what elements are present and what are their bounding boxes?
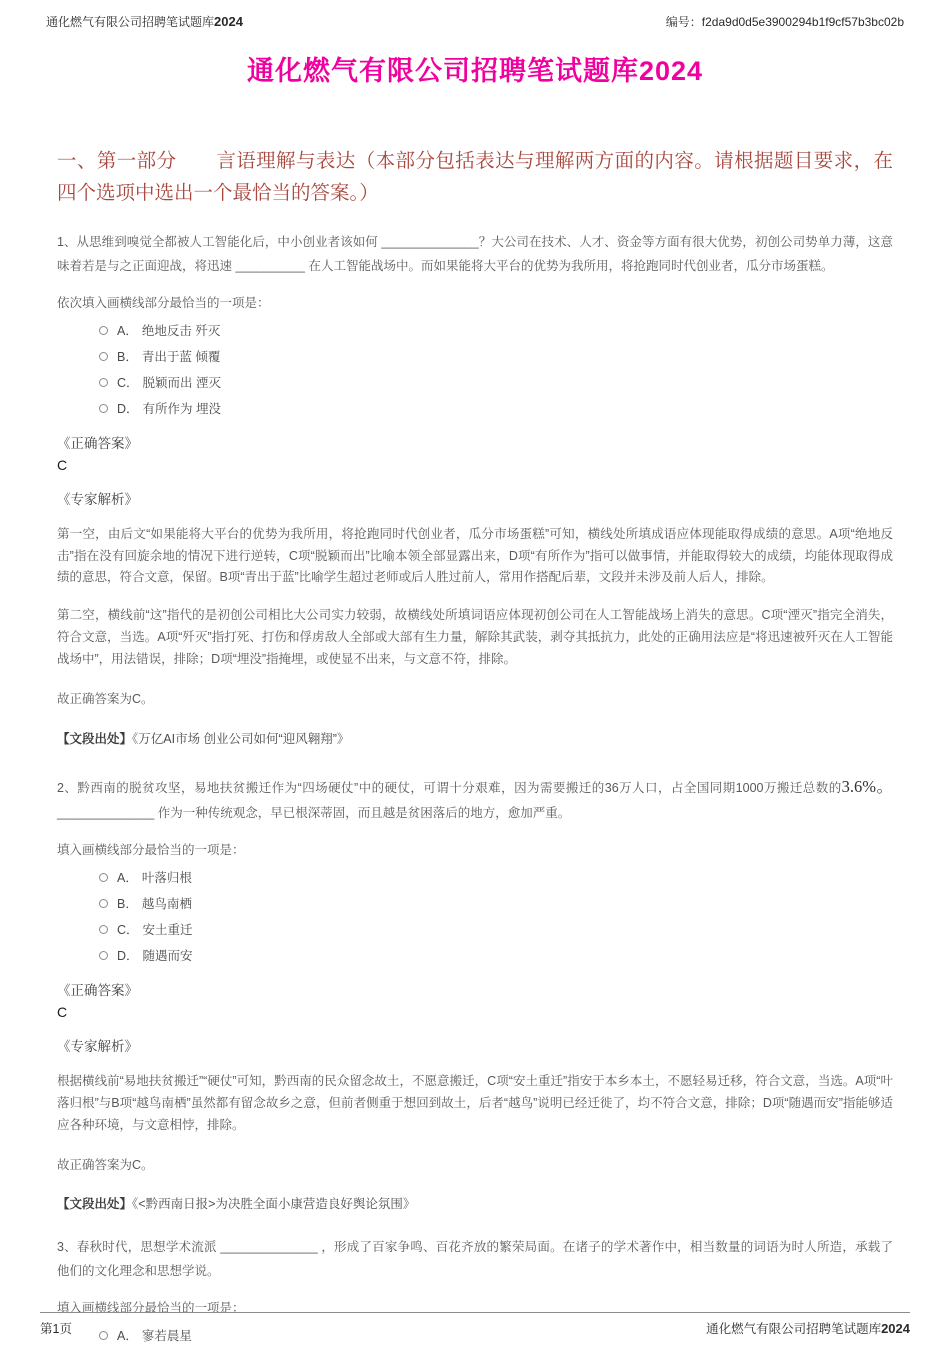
- option-letter: A．: [117, 323, 138, 338]
- answer-heading: 《正确答案》: [57, 982, 138, 998]
- source-line: [57, 729, 893, 747]
- option-row-a[interactable]: [99, 323, 893, 339]
- question-block-1: [57, 231, 893, 747]
- question-stem: [57, 771, 893, 826]
- analysis-paragraph: 第一空，由后文“如果能将大平台的优势为我所用，将抢跑同时代创业者，瓜分市场蛋糕”可知，横线处所填成语应体现能取得成绩的意思。A项“绝地反击”指在没有回旋余地的情况下进行逆转，C项“脱颖而出”比喻本领全部显露出来，D项“有所作为”指可以做事情，并能取得较大的成绩，均能体现取得成绩的意思，符合文意，保留。B项“青出于蓝”比喻学生超过老师或后人胜过前人，常用作搭配后辈，文段并未涉及前人后人，排除。: [57, 526, 893, 585]
- question-stem: 1、从思维到嗅觉全都被人工智能化后，中小创业者该如何 ______________？大公司在技术、人才、资金等方面有很大优势，初创公司势单力薄，这意味着若是与之正面迎战，将迅速 __________ 在人工智能战场中。而如果能将大平台的优势为我所用，将抢跑同时代创业者，瓜分市场蛋糕。: [57, 235, 893, 273]
- stem-text: 2、黔西南的脱贫攻坚，易地扶贫搬迁作为“四场硬仗”中的硬仗，可谓十分艰难，因为需要搬迁的36万人口，占全国同期1000万搬迁总数的: [57, 780, 842, 795]
- header-doc-year: 2024: [214, 14, 243, 29]
- option-row-a[interactable]: [99, 870, 893, 886]
- option-letter: B．: [117, 349, 138, 364]
- option-row-c[interactable]: [99, 375, 893, 391]
- option-row-b[interactable]: [99, 349, 893, 365]
- option-letter: B．: [117, 896, 138, 911]
- footer-doc-year: 2024: [881, 1321, 910, 1336]
- option-letter: A．: [117, 870, 138, 885]
- option-letter: A．: [117, 1328, 138, 1343]
- document-body: [0, 146, 950, 1344]
- options-list: [99, 870, 893, 964]
- stem-percent-value: 3.6%。: [841, 776, 893, 796]
- footer-page-number: 第1页: [40, 1322, 72, 1336]
- option-text: 绝地反击 歼灭: [141, 323, 221, 338]
- radio-button[interactable]: [99, 378, 108, 387]
- option-row-d[interactable]: [99, 948, 893, 964]
- option-text: 叶落归根: [141, 870, 192, 885]
- question-block-2: [57, 771, 893, 1213]
- source-title: 《万亿AI市场 创业公司如何“迎风翱翔”》: [132, 731, 350, 746]
- conclusion-text: 故正确答案为C。: [57, 1157, 154, 1172]
- option-letter: C．: [117, 922, 139, 937]
- analysis-heading: 《专家解析》: [57, 1038, 138, 1054]
- radio-button[interactable]: [99, 326, 108, 335]
- page-header: [0, 0, 950, 30]
- page-title: 通化燃气有限公司招聘笔试题库2024: [246, 56, 704, 86]
- option-text: 脱颖而出 湮灭: [142, 375, 222, 390]
- conclusion-text: 故正确答案为C。: [57, 691, 154, 706]
- stem-text: ______________ 作为一种传统观念，早已根深蒂固，而且越是贫困落后的地方，愈加严重。: [57, 806, 571, 821]
- source-title: 《<黔西南日报>为决胜全面小康营造良好舆论氛围》: [132, 1197, 416, 1212]
- footer-doc-title: 通化燃气有限公司招聘笔试题库2024: [706, 1321, 910, 1336]
- header-doc-title: 通化燃气有限公司招聘笔试题库2024: [46, 14, 243, 29]
- section-heading: 一、第一部分 言语理解与表达（本部分包括表达与理解两方面的内容。请根据题目要求，在四个选项中选出一个最恰当的答案。）: [57, 150, 893, 204]
- option-text: 寥若晨星: [141, 1328, 192, 1343]
- option-row-b[interactable]: [99, 896, 893, 912]
- answer-heading: 《正确答案》: [57, 435, 138, 451]
- question-prompt: 依次填入画横线部分最恰当的一项是：: [57, 295, 270, 310]
- option-text: 越鸟南栖: [141, 896, 192, 911]
- option-row-d[interactable]: [99, 401, 893, 417]
- radio-button[interactable]: [99, 925, 108, 934]
- option-letter: C．: [117, 375, 139, 390]
- radio-button[interactable]: [99, 899, 108, 908]
- source-line: [57, 1194, 893, 1212]
- option-letter: D．: [117, 948, 139, 963]
- analysis-heading: 《专家解析》: [57, 491, 138, 507]
- radio-button[interactable]: [99, 951, 108, 960]
- header-doc-id: 编号：f2da9d0d5e3900294b1f9cf57b3bc02b: [665, 15, 904, 29]
- radio-button[interactable]: [99, 404, 108, 413]
- option-row-c[interactable]: [99, 922, 893, 938]
- question-stem: 3、春秋时代，思想学术流派 ______________ ，形成了百家争鸣、百花齐放的繁荣局面。在诸子的学术著作中，相当数量的词语为时人所造，承载了他们的文化理念和思想学说。: [57, 1240, 893, 1279]
- page-footer: [40, 1312, 910, 1337]
- options-list: [99, 323, 893, 417]
- analysis-paragraph: 根据横线前“易地扶贫搬迁”“硬仗”可知，黔西南的民众留念故土，不愿意搬迁，C项“安土重迁”指安于本乡本土，不愿轻易迁移，符合文意，当选。A项“叶落归根”与B项“越鸟南栖”虽然都有留念故乡之意，但前者侧重于想回到故土，后者“越鸟”说明已经迁徙了，均不符合文意，排除；D项“随遇而安”指能够适应各种环境，与文意相悖，排除。: [57, 1073, 893, 1132]
- source-label: 【文段出处】: [57, 1197, 133, 1212]
- option-text: 安土重迁: [142, 922, 193, 937]
- option-text: 青出于蓝 倾覆: [141, 349, 221, 364]
- question-prompt: 填入画横线部分最恰当的一项是：: [57, 842, 245, 857]
- answer-value: C: [57, 1003, 68, 1020]
- radio-button[interactable]: [99, 352, 108, 361]
- analysis-paragraph: 第二空，横线前“这”指代的是初创公司相比大公司实力较弱，故横线处所填词语应体现初创公司在人工智能战场上消失的意思。C项“湮灭”指完全消失，符合文意，当选。A项“歼灭”指打死、打伤和俘虏敌人全部或大部有生力量，解除其武装，剥夺其抵抗力，此处的正确用法应是“将迅速被歼灭在人工智能战场中”，用法错误，排除；D项“埋没”指掩埋，或使显不出来，与文意不符，排除。: [57, 608, 893, 667]
- option-text: 随遇而安: [142, 948, 193, 963]
- source-label: 【文段出处】: [57, 731, 133, 746]
- option-letter: D．: [117, 401, 139, 416]
- option-text: 有所作为 埋没: [142, 401, 222, 416]
- radio-button[interactable]: [99, 873, 108, 882]
- answer-value: C: [57, 456, 68, 473]
- question-prompt: 填入画横线部分最恰当的一项是：: [57, 1300, 245, 1315]
